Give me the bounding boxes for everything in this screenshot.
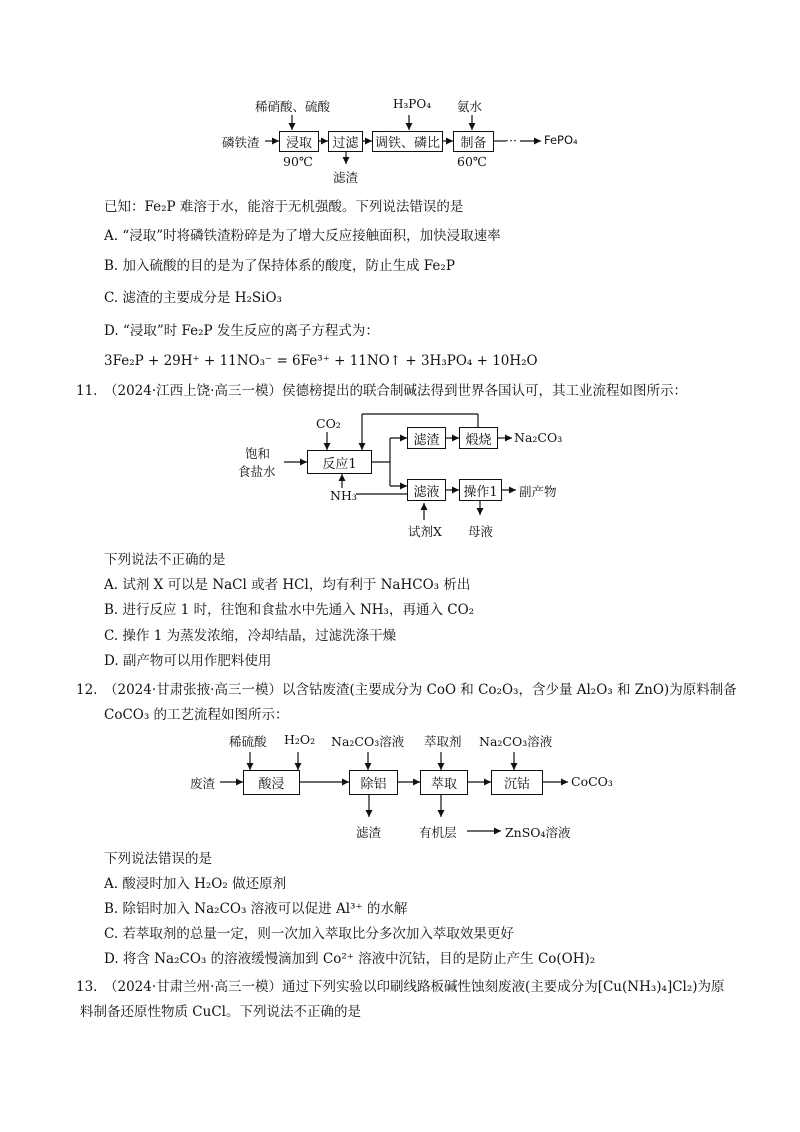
reagent-x-label: 试剂X bbox=[408, 524, 442, 539]
temp-leach-label: 90℃ bbox=[283, 154, 313, 169]
q13-number: 13. bbox=[76, 979, 98, 995]
q11-option-d: D. 副产物可以用作肥料使用 bbox=[104, 653, 272, 669]
q10-equation: 3Fe₂P + 29H⁺ + 11NO₃⁻ = 6Fe³⁺ + 11NO↑ + 3H₃PO₄ + 10H₂O bbox=[104, 353, 538, 369]
byproduct-label: 副产物 bbox=[519, 484, 557, 499]
q11-stem: （2024·江西上饶·高三一模）侯德榜提出的联合制碱法得到世界各国认可，其工业流程如图所示： bbox=[104, 383, 687, 399]
temp-prepare-label: 60℃ bbox=[457, 154, 487, 169]
q13-stem-line2: 料制备还原性物质 CuCl。下列说法不正确的是 bbox=[80, 1004, 361, 1020]
filter-residue-label: 滤渣 bbox=[356, 825, 382, 840]
q10-known-text: 已知：Fe₂P 难溶于水，能溶于无机强酸。下列说法错误的是 bbox=[104, 199, 464, 215]
brine-label-line1: 饱和 bbox=[245, 446, 271, 461]
na2co3-solution-label-1: Na₂CO₃溶液 bbox=[331, 734, 405, 749]
q11-number: 11. bbox=[76, 383, 98, 399]
q12-option-a: A. 酸浸时加入 H₂O₂ 做还原剂 bbox=[104, 876, 287, 892]
acid-label: 稀硝酸、硫酸 bbox=[255, 99, 331, 114]
co2-label: CO₂ bbox=[316, 416, 341, 431]
step-prepare-box: 制备 bbox=[453, 131, 494, 152]
mother-liquor-label: 母液 bbox=[468, 524, 494, 539]
q12-stem-line2: CoCO₃ 的工艺流程如图所示： bbox=[104, 707, 289, 723]
residue-label: 滤渣 bbox=[333, 170, 359, 185]
q11-option-a: A. 试剂 X 可以是 NaCl 或者 HCl，均有利于 NaHCO₃ 析出 bbox=[104, 577, 471, 593]
q10-option-b: B. 加入硫酸的目的是为了保持体系的酸度，防止生成 Fe₂P bbox=[104, 258, 455, 274]
q10-option-c: C. 滤渣的主要成分是 H₂SiO₃ bbox=[104, 290, 282, 306]
extraction-box: 萃取 bbox=[420, 770, 468, 795]
q11-question: 下列说法不正确的是 bbox=[104, 552, 226, 568]
znso4-solution-label: ZnSO₄溶液 bbox=[505, 825, 571, 840]
al-removal-box: 除铝 bbox=[349, 770, 398, 795]
ellipsis: ··· bbox=[505, 133, 517, 148]
brine-label-line2: 食盐水 bbox=[238, 464, 276, 479]
organic-layer-label: 有机层 bbox=[419, 825, 457, 840]
waste-residue-label: 废渣 bbox=[190, 776, 216, 791]
na2co3-solution-label-2: Na₂CO₃溶液 bbox=[479, 734, 553, 749]
q12-number: 12. bbox=[76, 682, 98, 698]
extractant-label: 萃取剂 bbox=[424, 734, 462, 749]
filtrate-box: 滤液 bbox=[407, 479, 446, 501]
acid-leach-box: 酸浸 bbox=[243, 770, 300, 795]
q10-option-a: A. “浸取”时将磷铁渣粉碎是为了增大反应接触面积，加快浸取速率 bbox=[104, 228, 501, 244]
q12-stem-line1: （2024·甘肃张掖·高三一模）以含钴废渣(主要成分为 CoO 和 Co₂O₃，含少量 Al₂O₃ 和 ZnO)为原料制备 bbox=[104, 682, 737, 698]
reaction-1-box: 反应1 bbox=[307, 450, 372, 474]
q12-option-b: B. 除铝时加入 Na₂CO₃ 溶液可以促进 Al³⁺ 的水解 bbox=[104, 901, 408, 917]
dilute-h2so4-label: 稀硫酸 bbox=[229, 734, 267, 749]
ammonia-label: 氨水 bbox=[457, 99, 483, 114]
q11-option-c: C. 操作 1 为蒸发浓缩，冷却结晶，过滤洗涤干燥 bbox=[104, 628, 397, 644]
na2co3-product-label: Na₂CO₃ bbox=[514, 430, 563, 445]
product-label: FePO₄ bbox=[544, 133, 578, 147]
q12-question: 下列说法错误的是 bbox=[104, 851, 212, 867]
start-material-label: 磷铁渣 bbox=[222, 135, 260, 150]
h3po4-label: H₃PO₄ bbox=[393, 97, 431, 111]
nh3-label: NH₃ bbox=[330, 488, 357, 503]
q12-option-d: D. 将含 Na₂CO₃ 的溶液缓慢滴加到 Co²⁺ 溶液中沉钴，目的是防止产生 Co(OH)₂ bbox=[104, 951, 596, 967]
q11-option-b: B. 进行反应 1 时，往饱和食盐水中先通入 NH₃，再通入 CO₂ bbox=[104, 602, 475, 618]
q12-option-c: C. 若萃取剂的总量一定，则一次加入萃取比分多次加入萃取效果更好 bbox=[104, 926, 514, 942]
co-precipitation-box: 沉钴 bbox=[491, 770, 543, 795]
calcine-box: 煅烧 bbox=[459, 427, 498, 449]
residue-box: 滤渣 bbox=[407, 427, 446, 449]
coco3-product-label: CoCO₃ bbox=[571, 774, 613, 789]
step-adjust-box: 调铁、磷比 bbox=[372, 131, 443, 152]
q13-stem-line1: （2024·甘肃兰州·高三一模）通过下列实验以印刷线路板碱性蚀刻废液(主要成分为[Cu(NH₃)₄]Cl₂)为原 bbox=[104, 979, 725, 995]
operation-1-box: 操作1 bbox=[459, 479, 502, 501]
step-leach-box: 浸取 bbox=[279, 131, 319, 152]
h2o2-label: H₂O₂ bbox=[284, 732, 316, 747]
step-filter-box: 过滤 bbox=[328, 131, 363, 152]
q10-option-d: D. “浸取”时 Fe₂P 发生反应的离子方程式为： bbox=[104, 323, 379, 339]
